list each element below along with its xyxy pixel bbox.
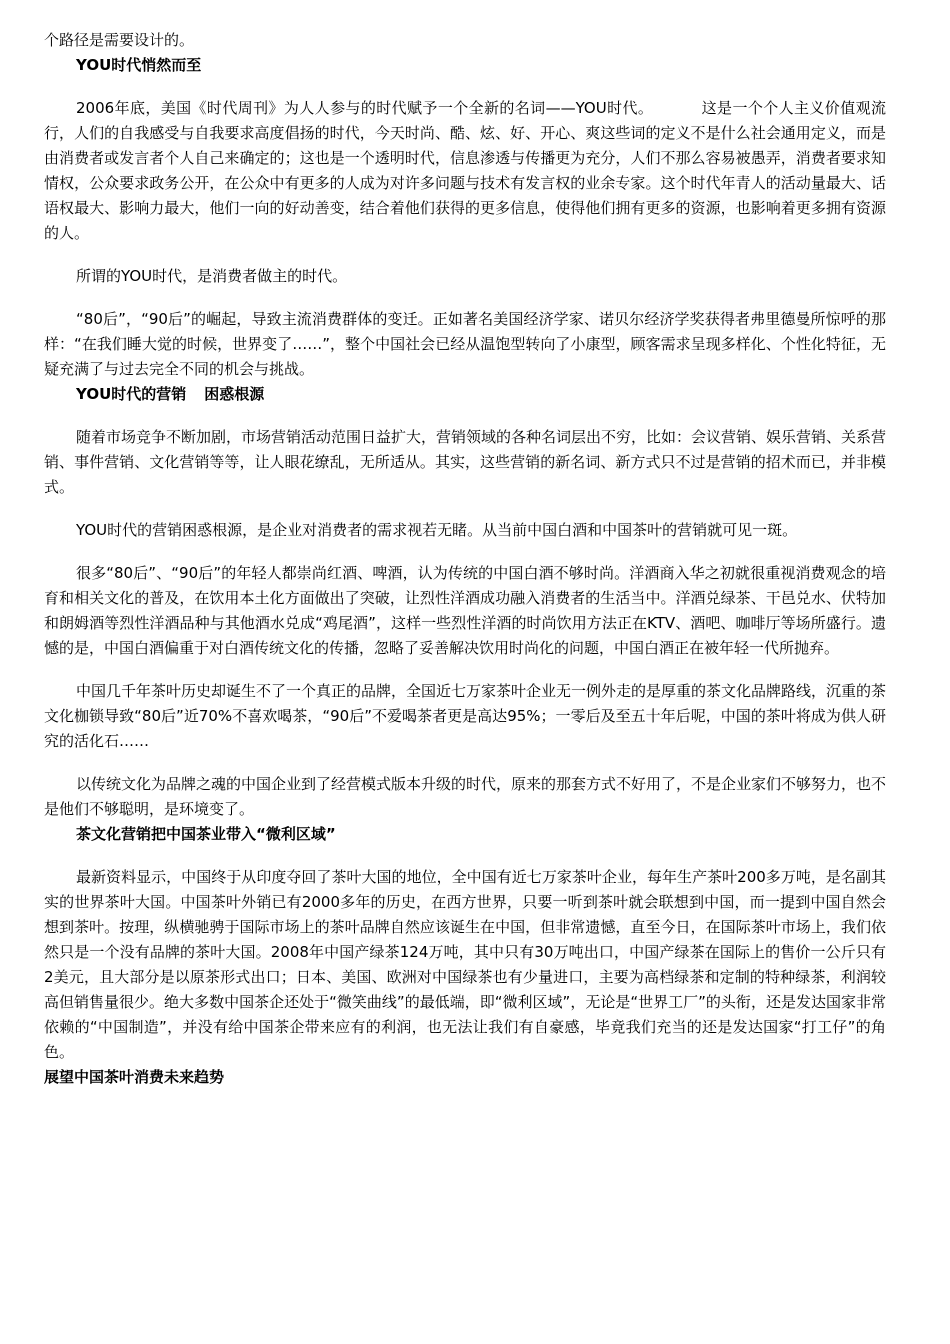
paragraph-tea-history: 中国几千年茶叶历史却诞生不了一个真正的品牌，全国近七万家茶叶企业无一例外走的是厚重的茶文化品牌路线，沉重的茶文化枷锁导致“80后”近70%不喜欢喝茶，“90后”不爱喝茶者更是高达95%；一零后及至五十年后呢，中国的茶叶将成为供人研究的活化石…… bbox=[44, 682, 887, 750]
paragraph-tea-industry: 最新资料显示，中国终于从印度夺回了茶叶大国的地位，全中国有近七万家茶叶企业，每年生产茶叶200多万吨，是名副其实的世界茶叶大国。中国茶叶外销已有2000多年的历史，在西方世界，只要一听到茶叶就会联想到中国，而一提到中国自然会想到茶叶。按理，纵横驰骋于国际市场上的茶叶品牌自然应该诞生在中国，但非常遗憾，直至今日，在国际茶叶市场上，我们依然只是一个没有品牌的茶叶大国。2008年中国产绿茶124万吨，其中只有30万吨出口，中国产绿茶在国际上的售价一公斤只有2美元，且大部分是以原茶形式出口；日本、美国、欧洲对中国绿茶也有少量进口，主要为高档绿茶和定制的特种绿茶，利润较高但销售量很少。绝大多数中国茶企还处于“微笑曲线”的最低端，即“微利区域”，无论是“世界工厂”的头衔，还是发达国家非常依赖的“中国制造”，并没有给中国茶企带来应有的利润，也无法让我们有自豪感，毕竟我们充当的还是发达国家“打工仔”的角色。 bbox=[44, 868, 886, 1061]
paragraph-marketing-terms: 随着市场竞争不断加剧，市场营销活动范围日益扩大，营销领域的各种名词层出不穷，比如：会议营销、娱乐营销、关系营销、事件营销、文化营销等等，让人眼花缭乱，无所适从。其实，这些营销的新名词、新方式只不过是营销的招术而已，并非模式。 bbox=[44, 428, 887, 496]
heading-part-b: 困惑根源 bbox=[204, 385, 265, 403]
paragraph-post80-post90: “80后”，“90后”的崛起，导致主流消费群体的变迁。正如著名美国经济学家、诺贝尔经济学奖获得者弗里德曼所惊呼的那样：“在我们睡大觉的时候，世界变了……”，整个中国社会已经从温饱型转向了小康型，顾客需求呈现多样化、个性化特征，无疑充满了与过去完全不同的机会与挑战。 bbox=[44, 310, 886, 378]
document-page bbox=[44, 28, 886, 1090]
paragraph-environment-changed: 以传统文化为品牌之魂的中国企业到了经营模式版本升级的时代，原来的那套方式不好用了，不是企业家们不够努力，也不是他们不够聪明，是环境变了。 bbox=[44, 775, 887, 818]
paragraph-you-era-intro-a: 2006年底，美国《时代周刊》为人人参与的时代赋予一个全新的名词——YOU时代。 bbox=[76, 99, 654, 117]
paragraph-you-era-intro-b: 这是一个个人主义价值观流行，人们的自我感受与自我要求高度倡扬的时代，今天时尚、酷、炫、好、开心、爽这些词的定义不是什么社会通用定义，而是由消费者或发言者个人自己来确定的；这也是一个透明时代，信息渗透与传播更为充分，人们不那么容易被愚弄，消费者要求知情权，公众要求政务公开，在公众中有更多的人成为对许多问题与技术有发言权的业余专家。这个时代年青人的活动量最大、话语权最大、影响力最大，他们一向的好动善变，结合着他们获得的更多信息，使得他们拥有更多的资源，也影响着更多拥有资源的人。 bbox=[44, 99, 886, 242]
paragraph-liquor: 很多“80后”、“90后”的年轻人都崇尚红酒、啤酒，认为传统的中国白酒不够时尚。洋酒商入华之初就很重视消费观念的培育和相关文化的普及，在饮用本土化方面做出了突破，让烈性洋酒成功融入消费者的生活当中。洋酒兑绿茶、干邑兑水、伏特加和朗姆酒等烈性洋酒品种与其他酒水兑成“鸡尾酒”，这样一些烈性洋酒的时尚饮用方法正在KTV、酒吧、咖啡厅等场所盛行。遗憾的是，中国白酒偏重于对白酒传统文化的传播，忽略了妥善解决饮用时尚化的问题，中国白酒正在被年轻一代所抛弃。 bbox=[44, 564, 886, 657]
section-heading-marketing-confusion bbox=[44, 382, 886, 407]
section-heading-future-trend: 展望中国茶叶消费未来趋势 bbox=[44, 1068, 225, 1086]
paragraph-confusion-root: YOU时代的营销困惑根源，是企业对消费者的需求视若无睹。从当前中国白酒和中国茶叶的营销就可见一斑。 bbox=[76, 521, 798, 539]
paragraph-consumer-led: 所谓的YOU时代，是消费者做主的时代。 bbox=[76, 267, 348, 285]
paragraph-you-era-intro bbox=[44, 96, 886, 246]
section-heading-you-era: YOU时代悄然而至 bbox=[76, 56, 202, 74]
section-heading-low-profit: 茶文化营销把中国茶业带入“微利区域” bbox=[76, 825, 336, 843]
heading-part-a: YOU时代的营销 bbox=[76, 385, 187, 403]
opening-line: 个路径是需要设计的。 bbox=[44, 31, 195, 49]
